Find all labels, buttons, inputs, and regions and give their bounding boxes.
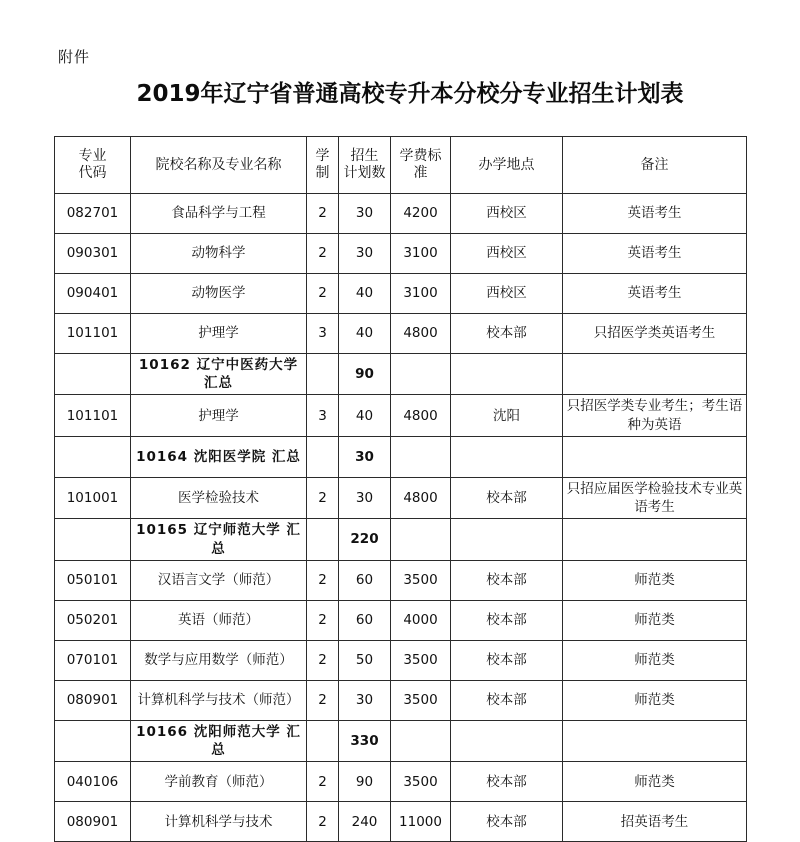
table-row bbox=[55, 234, 747, 274]
column-header-quota-line2: 计划数 bbox=[343, 165, 386, 181]
cell-school-major-name: 医学检验技术 bbox=[131, 477, 307, 518]
cell-fee: 4800 bbox=[391, 395, 451, 436]
cell-quota: 30 bbox=[339, 680, 391, 720]
column-header-place: 办学地点 bbox=[451, 137, 563, 194]
cell-place: 校本部 bbox=[451, 477, 563, 518]
cell-school-major-name: 10164 沈阳医学院 汇总 bbox=[131, 436, 307, 477]
cell-years bbox=[307, 519, 339, 560]
table-row bbox=[55, 477, 747, 518]
cell-major-code bbox=[55, 436, 131, 477]
cell-remark bbox=[563, 720, 747, 761]
cell-fee: 4000 bbox=[391, 600, 451, 640]
table-row-subtotal bbox=[55, 436, 747, 477]
cell-fee: 4800 bbox=[391, 477, 451, 518]
cell-years: 2 bbox=[307, 477, 339, 518]
cell-quota: 30 bbox=[339, 477, 391, 518]
column-header-major-code-line1: 专业 bbox=[78, 147, 107, 164]
cell-quota: 30 bbox=[339, 436, 391, 477]
cell-place bbox=[451, 354, 563, 395]
cell-remark: 招英语考生 bbox=[563, 802, 747, 842]
cell-major-code: 101001 bbox=[55, 477, 131, 518]
cell-years bbox=[307, 436, 339, 477]
cell-fee: 3100 bbox=[391, 274, 451, 314]
cell-school-major-name: 10162 辽宁中医药大学 汇总 bbox=[131, 354, 307, 395]
cell-fee: 4200 bbox=[391, 194, 451, 234]
cell-major-code bbox=[55, 519, 131, 560]
cell-place: 校本部 bbox=[451, 314, 563, 354]
cell-remark: 师范类 bbox=[563, 680, 747, 720]
column-header-years-line2: 制 bbox=[315, 165, 330, 181]
cell-fee: 11000 bbox=[391, 802, 451, 842]
cell-quota: 40 bbox=[339, 314, 391, 354]
cell-place: 校本部 bbox=[451, 680, 563, 720]
cell-school-major-name: 汉语言文学（师范） bbox=[131, 560, 307, 600]
cell-remark: 师范类 bbox=[563, 560, 747, 600]
cell-fee: 3500 bbox=[391, 560, 451, 600]
cell-school-major-name: 食品科学与工程 bbox=[131, 194, 307, 234]
cell-place: 西校区 bbox=[451, 274, 563, 314]
cell-remark bbox=[563, 436, 747, 477]
cell-quota: 60 bbox=[339, 560, 391, 600]
cell-major-code bbox=[55, 354, 131, 395]
cell-major-code: 101101 bbox=[55, 395, 131, 436]
cell-place bbox=[451, 720, 563, 761]
cell-place bbox=[451, 519, 563, 560]
column-header-fee-line2: 准 bbox=[413, 165, 428, 181]
cell-remark: 英语考生 bbox=[563, 194, 747, 234]
cell-quota: 240 bbox=[339, 802, 391, 842]
cell-years: 2 bbox=[307, 680, 339, 720]
cell-place: 校本部 bbox=[451, 640, 563, 680]
cell-years: 2 bbox=[307, 194, 339, 234]
cell-major-code: 090301 bbox=[55, 234, 131, 274]
cell-remark: 只招应届医学检验技术专业英语考生 bbox=[563, 477, 747, 518]
cell-remark: 只招医学类英语考生 bbox=[563, 314, 747, 354]
column-header-quota-line1: 招生 bbox=[350, 147, 379, 164]
column-header-school-major-name: 院校名称及专业名称 bbox=[131, 137, 307, 194]
cell-quota: 40 bbox=[339, 274, 391, 314]
cell-quota: 220 bbox=[339, 519, 391, 560]
cell-school-major-name: 英语（师范） bbox=[131, 600, 307, 640]
table-row bbox=[55, 762, 747, 802]
cell-school-major-name: 护理学 bbox=[131, 314, 307, 354]
cell-years bbox=[307, 354, 339, 395]
cell-quota: 330 bbox=[339, 720, 391, 761]
page-title: 2019年辽宁省普通高校专升本分校分专业招生计划表 bbox=[136, 81, 684, 107]
cell-school-major-name: 动物医学 bbox=[131, 274, 307, 314]
table-row bbox=[55, 395, 747, 436]
cell-years: 2 bbox=[307, 802, 339, 842]
cell-remark: 只招医学类专业考生；考生语种为英语 bbox=[563, 395, 747, 436]
cell-years: 2 bbox=[307, 600, 339, 640]
table-row bbox=[55, 802, 747, 842]
cell-school-major-name: 10165 辽宁师范大学 汇总 bbox=[131, 519, 307, 560]
table-row-subtotal bbox=[55, 354, 747, 395]
cell-major-code: 050201 bbox=[55, 600, 131, 640]
cell-years: 2 bbox=[307, 274, 339, 314]
cell-quota: 50 bbox=[339, 640, 391, 680]
table-body bbox=[55, 194, 747, 842]
column-header-major-code-line2: 代码 bbox=[78, 165, 107, 181]
cell-fee bbox=[391, 519, 451, 560]
table-row bbox=[55, 314, 747, 354]
cell-remark: 师范类 bbox=[563, 600, 747, 640]
table-row-subtotal bbox=[55, 519, 747, 560]
cell-school-major-name: 计算机科学与技术（师范） bbox=[131, 680, 307, 720]
cell-place: 西校区 bbox=[451, 234, 563, 274]
table-row bbox=[55, 680, 747, 720]
table-row bbox=[55, 600, 747, 640]
cell-place: 沈阳 bbox=[451, 395, 563, 436]
column-header-major-code bbox=[55, 137, 131, 194]
cell-school-major-name: 计算机科学与技术 bbox=[131, 802, 307, 842]
cell-remark: 师范类 bbox=[563, 640, 747, 680]
column-header-years bbox=[307, 137, 339, 194]
cell-fee bbox=[391, 436, 451, 477]
cell-remark: 师范类 bbox=[563, 762, 747, 802]
cell-major-code: 050101 bbox=[55, 560, 131, 600]
attachment-label: 附件 bbox=[58, 48, 91, 66]
cell-fee: 4800 bbox=[391, 314, 451, 354]
cell-remark: 英语考生 bbox=[563, 234, 747, 274]
cell-years: 3 bbox=[307, 395, 339, 436]
column-header-fee-line1: 学费标 bbox=[399, 147, 442, 164]
cell-fee: 3500 bbox=[391, 680, 451, 720]
cell-fee bbox=[391, 720, 451, 761]
admission-plan-table bbox=[54, 136, 747, 842]
cell-years: 2 bbox=[307, 560, 339, 600]
cell-remark bbox=[563, 519, 747, 560]
cell-fee: 3500 bbox=[391, 640, 451, 680]
cell-school-major-name: 数学与应用数学（师范） bbox=[131, 640, 307, 680]
cell-place: 西校区 bbox=[451, 194, 563, 234]
column-header-years-line1: 学 bbox=[315, 147, 330, 164]
cell-quota: 40 bbox=[339, 395, 391, 436]
cell-major-code bbox=[55, 720, 131, 761]
cell-fee bbox=[391, 354, 451, 395]
cell-major-code: 080901 bbox=[55, 802, 131, 842]
cell-years bbox=[307, 720, 339, 761]
cell-quota: 90 bbox=[339, 354, 391, 395]
table-row-subtotal bbox=[55, 720, 747, 761]
table-row bbox=[55, 560, 747, 600]
table-row bbox=[55, 640, 747, 680]
table-row bbox=[55, 194, 747, 234]
column-header-remark: 备注 bbox=[563, 137, 747, 194]
cell-school-major-name: 动物科学 bbox=[131, 234, 307, 274]
cell-fee: 3100 bbox=[391, 234, 451, 274]
cell-place: 校本部 bbox=[451, 802, 563, 842]
cell-major-code: 070101 bbox=[55, 640, 131, 680]
cell-quota: 30 bbox=[339, 234, 391, 274]
cell-school-major-name: 护理学 bbox=[131, 395, 307, 436]
cell-years: 2 bbox=[307, 640, 339, 680]
table-header-row bbox=[55, 137, 747, 194]
cell-school-major-name: 10166 沈阳师范大学 汇总 bbox=[131, 720, 307, 761]
cell-major-code: 040106 bbox=[55, 762, 131, 802]
cell-major-code: 101101 bbox=[55, 314, 131, 354]
cell-quota: 30 bbox=[339, 194, 391, 234]
cell-major-code: 090401 bbox=[55, 274, 131, 314]
cell-place: 校本部 bbox=[451, 560, 563, 600]
cell-place: 校本部 bbox=[451, 600, 563, 640]
cell-major-code: 080901 bbox=[55, 680, 131, 720]
cell-remark bbox=[563, 354, 747, 395]
cell-years: 2 bbox=[307, 234, 339, 274]
cell-place bbox=[451, 436, 563, 477]
table-row bbox=[55, 274, 747, 314]
cell-years: 3 bbox=[307, 314, 339, 354]
cell-place: 校本部 bbox=[451, 762, 563, 802]
cell-school-major-name: 学前教育（师范） bbox=[131, 762, 307, 802]
cell-fee: 3500 bbox=[391, 762, 451, 802]
cell-quota: 90 bbox=[339, 762, 391, 802]
cell-years: 2 bbox=[307, 762, 339, 802]
cell-remark: 英语考生 bbox=[563, 274, 747, 314]
cell-major-code: 082701 bbox=[55, 194, 131, 234]
cell-quota: 60 bbox=[339, 600, 391, 640]
column-header-fee bbox=[391, 137, 451, 194]
column-header-quota bbox=[339, 137, 391, 194]
